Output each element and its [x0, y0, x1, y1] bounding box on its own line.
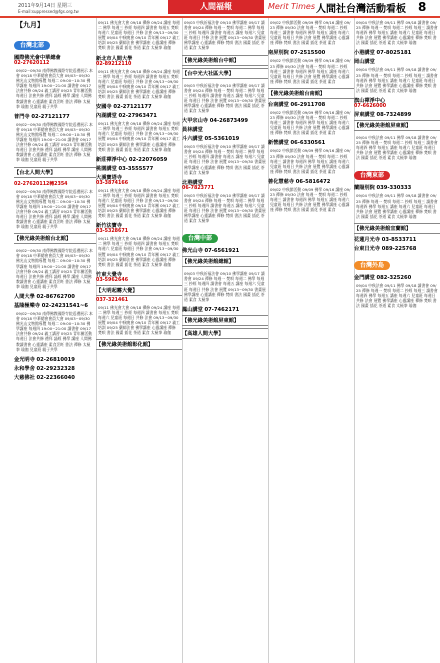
- venue-phone: 02-89212110: [96, 61, 132, 67]
- venue-title: 【佛光緣美術館台中館】: [182, 55, 268, 66]
- event-listing: 09/02 中秋節活動 09/09 佛學 09/16 講座 09/23 禪修 09/30 法會 每週一 梵唄 每週二 抄經 每週三 讀書會 每週四 佛學 每週五 講座 每週六 兒童班 每週日 共修 法會 展覽 佛學講座 心靈講座 禪修 梵唄 書法 國畫 插花 茶道 素食: [270, 148, 351, 174]
- newspaper-english-name: Merit Times: [268, 2, 316, 11]
- venue-title: 金光明寺 02-26810019: [14, 356, 75, 363]
- event-listing: 09/04 中秋法會 09/11 佛學 09/18 讀書會 09/25 禪修 每週一 梵唄 每週二 抄經 每週三 讀書會 每週四 佛學 每週五 講座 每週六 兒童班 每週日 共修 法會 展覽 佛學講座 心靈講座 禪修 梵唄 書法 國畫 插花 茶道 素食 太極拳 瑜伽: [356, 67, 438, 93]
- venue-title: 南屏別院 07-2515500: [268, 50, 326, 57]
- column-4: [268, 18, 355, 663]
- event-listing: 09/04 中秋法會 09/11 佛學 09/18 讀書會 09/25 禪修 每週一 梵唄 每週二 抄經 每週三 讀書會 每週四 佛學 每週五 講座 每週六 兒童班 每週日 共修 法會 展覽 佛學講座 心靈講座 禪修 梵唄 書法 國畫 插花 茶道 素食 太極拳 瑜伽: [356, 134, 438, 161]
- venue-title: 台東日光寺 089-225768: [354, 245, 417, 252]
- venue-title: 國際佛光會中華總會: [14, 55, 61, 61]
- column-5: [354, 18, 440, 663]
- venue-phone: 03-3874166: [96, 180, 129, 186]
- newspaper-logo: 人間福報: [168, 0, 264, 14]
- event-listing: 09/03 中秋祈福法會 09/10 佛學講座 09/17 讀書會 09/24 禪修 每週一 梵唄 每週二 佛學 每週三 抄經 每週四 讀書會 每週五 講座 每週六 兒童班 每週日 共修 法會 展覽 09/13~09/30 書畫展 佛學講座 心靈講座 禪修 梵唄 書法 國畫 插花 茶道 素食 太極拳: [184, 192, 266, 224]
- venue-title: 新莊禪淨中心 02-22076059: [96, 156, 168, 163]
- venue-phone: 03-5328671: [96, 229, 129, 235]
- venue-title: 小港講堂 07-8025181: [354, 50, 412, 57]
- event-listing: 09/02~09/30 南傳佛教國際寺院巡禮展示 本會 09/18 中華總會會員大會 09/03~09/30 佛光山文物館導覽 每週二 09:00~10:30 佛學講座 每週四 19:00~21:00 讀書會 09/17 法會共修 09/24 義工講習 09/25 青年團活動 每週日 法會共修 禮拜 誦經 佛學 講座 人間佛教讀書會 心靈講座 素食烹飪 書法 禪修 太極拳 瑜伽 兒童班 親子共學: [16, 68, 93, 109]
- venue-title: 員林講堂: [182, 127, 203, 134]
- venue-title: 【大明起霧大覺】: [96, 285, 182, 296]
- event-listing: 09/02 中秋節活動 09/09 佛學 09/16 講座 09/23 禪修 09/30 法會 每週一 梵唄 每週二 抄經 每週三 讀書會 每週四 佛學 每週五 講座 每週六 兒童班 每週日 共修 法會 展覽 佛學講座 心靈講座 禪修 梵唄 書法 國畫 插花 茶道 素食: [270, 58, 351, 84]
- venue-title: 【佛光緣美術館彰化館】: [96, 339, 182, 350]
- page-header: [0, 0, 440, 18]
- column-3: [182, 18, 269, 663]
- venue-title: 【佛光緣美術館屏東館】: [182, 315, 268, 326]
- venue-phone: 02-27620112轉2354: [14, 181, 68, 187]
- venue-phone: 07-6626000: [354, 103, 387, 109]
- venue-title: 台南講堂 06-2911708: [268, 101, 326, 108]
- venue-title: 【佛光緣美術館屏東館】: [354, 120, 440, 131]
- venue-title: 竹東大覺寺: [96, 271, 122, 278]
- venue-title: 新竹法寶寺: [96, 223, 122, 230]
- venue-title: 【高雄人間大學】: [182, 328, 268, 339]
- event-listing: 09/02 中秋節活動 09/09 佛學 09/16 講座 09/23 禪修 09/30 法會 每週一 梵唄 每週二 抄經 每週三 讀書會 每週四 佛學 每週五 講座 每週六 兒童班 每週日 共修 法會 展覽 佛學講座 心靈講座 禪修 梵唄 書法 國畫 插花 茶道 素食: [270, 109, 351, 136]
- venue-title: 北港講堂: [182, 179, 203, 186]
- page-number: 8: [418, 0, 427, 14]
- region-badge-east: 台灣東部: [354, 171, 390, 180]
- event-listing: 09/04 中秋法會 09/11 佛學 09/18 讀書會 09/25 禪修 每週一 梵唄 每週二 抄經 每週三 讀書會 每週四 佛學 每週五 講座 每週六 兒童班 每週日 共修 法會 展覽 佛學講座 心靈講座 禪修 梵唄 書法 國畫 插花 茶道 素食 太極拳 瑜伽: [356, 193, 438, 219]
- event-listing: 09/03 中秋祈福法會 09/10 佛學講座 09/17 讀書會 09/24 禪修 每週一 梵唄 每週二 佛學 每週三 抄經 每週四 讀書會 每週五 講座 每週六 兒童班 每週日 共修 法會 展覽 09/13~09/30 書畫展 佛學講座 心靈講座 禪修 梵唄 書法 國畫 插花 茶道 素食 太極拳: [184, 144, 266, 175]
- venue-title: 【佛光緣美術館台南館】: [268, 88, 354, 99]
- venue-phone: 02-27620112: [14, 61, 50, 66]
- column-1: [14, 18, 97, 663]
- venue-title: 基隆極樂寺 02-24231541~6: [14, 303, 88, 309]
- event-listing: 09/02 中秋節活動 09/09 佛學 09/16 講座 09/23 禪修 09/30 法會 每週一 梵唄 每週二 抄經 每週三 讀書會 每週四 佛學 每週五 講座 每週六 兒童班 每週日 共修 法會 展覽 佛學講座 心靈講座 禪修 梵唄 書法 國畫 插花 茶道 素食: [270, 186, 351, 213]
- venue-title: 善化慧慈寺 06-5816472: [268, 178, 331, 185]
- event-listing: 09/02~09/30 南傳佛教國際寺院巡禮展示 本會 09/18 中華總會會員大會 09/03~09/30 佛光山文物館導覽 每週二 09:00~10:30 佛學講座 每週四 19:00~21:00 讀書會 09/17 法會共修 09/24 義工講習 09/25 青年團活動 每週日 法會共修 禮拜 誦經 佛學 講座 人間佛教讀書會 心靈講座 素食烹飪 書法 禪修 太極拳 瑜伽 兒童班 親子共學: [16, 248, 93, 289]
- event-listing: 09/11 佛光會大會 09/18 禪修 09/24 講座 每週二 佛學 每週三 抄經 每週四 讀書會 每週五 梵唄 每週六 兒童班 每週日 共修 法會 09/13~09/30 展覽 09/04 中秋晚會 09/10 青年團 09/17 義工培訓 09/25 藥師法會 佛學講座 心靈講座 禪修 梵唄 書法 國畫 插花 茶道 素食 太極拳 瑜伽: [98, 187, 180, 219]
- venue-title: 人間大學 02-86762700: [14, 294, 75, 300]
- venue-phone: 037-321461: [96, 297, 129, 303]
- region-badge-north: 台灣北部: [14, 41, 50, 50]
- venue-phone: 06-7823771: [182, 185, 215, 191]
- venue-title: 佛光山寺 07-6561921: [182, 248, 240, 255]
- event-listing: 09/02~09/30 南傳佛教國際寺院巡禮展示 本會 09/18 中華總會會員大會 09/03~09/30 佛光山文物館導覽 每週二 09:00~10:30 佛學講座 每週四 19:00~21:00 讀書會 09/17 法會共修 09/24 義工講習 09/25 青年團活動 每週日 法會共修 禮拜 誦經 佛學 講座 人間佛教讀書會 心靈講座 素食烹飪 書法 禪修 太極拳 瑜伽 兒童班 親子共學: [16, 121, 93, 163]
- page-title: 人間社台灣活動看板: [316, 4, 406, 15]
- column-2: [96, 18, 183, 663]
- event-listing: 09/11 佛光會大會 09/18 禪修 09/24 講座 每週二 佛學 每週三 抄經 每週四 讀書會 每週五 梵唄 每週六 兒童班 每週日 共修 法會 09/13~09/30 展覽 09/04 中秋晚會 09/10 青年團 09/17 義工培訓 09/25 藥師法會 佛學講座 心靈講座 禪修 梵唄 書法 國畫 插花 茶道 素食 太極拳 瑜伽: [98, 20, 180, 51]
- event-listing: 09/11 佛光會大會 09/18 禪修 09/24 講座 每週二 佛學 每週三 抄經 每週四 讀書會 每週五 梵唄 每週六 兒童班 每週日 共修 法會 09/13~09/30 展覽 09/04 中秋晚會 09/10 青年團 09/17 義工培訓 09/25 藥師法會 佛學講座 心靈講座 禪修 梵唄 書法 國畫 插花 茶道 素食 太極拳 瑜伽: [98, 121, 180, 152]
- region-badge-central: 台灣中部: [182, 234, 218, 243]
- venue-title: 旗山禪淨中心: [354, 97, 386, 104]
- event-listing: 09/04 中秋法會 09/11 佛學 09/18 讀書會 09/25 禪修 每週一 梵唄 每週二 抄經 每週三 讀書會 每週四 佛學 每週五 講座 每週六 兒童班 每週日 共修 法會 展覽 佛學講座 心靈講座 禪修 梵唄 書法 國畫 插花 茶道 素食 太極拳 瑜伽: [356, 20, 438, 46]
- event-listing: 09/03 中秋祈福法會 09/10 佛學講座 09/17 讀書會 09/24 禪修 每週一 梵唄 每週二 佛學 每週三 抄經 每週四 讀書會 每週五 講座 每週六 兒童班 每週日 共修 法會 展覽 09/13~09/30 書畫展 佛學講座 心靈講座 禪修 梵唄 書法 國畫 插花 茶道 素食 太極拳: [184, 20, 266, 51]
- contact-email: E-mail:suppressed@fgs.org.tw: [18, 9, 79, 14]
- venue-title: 【佛光緣美術館台北館】: [14, 233, 96, 244]
- venue-title: 永和學舍 02-29232328: [14, 365, 75, 372]
- venue-title: 金門講堂 082-325260: [354, 274, 412, 281]
- region-badge-islands: 台灣外島: [354, 261, 390, 270]
- venue-title: 新營講堂 06-6330561: [268, 140, 326, 147]
- event-listing: 09/03 中秋祈福法會 09/10 佛學講座 09/17 讀書會 09/24 禪修 每週一 梵唄 每週二 佛學 每週三 抄經 每週四 讀書會 每週五 講座 每週六 兒童班 每週日 共修 法會 展覽 09/13~09/30 書畫展 佛學講座 心靈講座 禪修 梵唄 書法 國畫 插花 茶道 素食 太極拳: [184, 82, 266, 114]
- event-listing: 09/02~09/30 南傳佛教國際寺院巡禮展示 本會 09/18 中華總會會員大會 09/03~09/30 佛光山文物館導覽 每週二 09:00~10:30 佛學講座 每週四 19:00~21:00 讀書會 09/17 法會共修 09/24 義工講習 09/25 青年團活動 每週日 法會共修 禮拜 誦經 佛學 講座 人間佛教讀書會 心靈講座 素食烹飪 書法 禪修 太極拳 瑜伽 兒童班 親子共學: [16, 311, 93, 352]
- venue-title: 鳳山講堂 07-7462171: [182, 306, 240, 313]
- event-listing: 09/11 佛光會大會 09/18 禪修 09/24 講座 每週二 佛學 每週三 抄經 每週四 讀書會 每週五 梵唄 每週六 兒童班 每週日 共修 法會 09/13~09/30 展覽 09/04 中秋晚會 09/10 青年團 09/17 義工培訓 09/25 藥師法會 佛學講座 心靈講座 禪修 梵唄 書法 國畫 插花 茶道 素食 太極拳 瑜伽: [98, 236, 180, 267]
- venue-title: 【台北人間大學】: [14, 167, 96, 178]
- venue-title: 桃園講堂 03-3555577: [96, 165, 154, 172]
- venue-title: 岡山講堂: [354, 59, 375, 66]
- venue-title: 【台中光大社區大學】: [182, 68, 268, 79]
- event-listing: 09/11 佛光會大會 09/18 禪修 09/24 講座 每週二 佛學 每週三 抄經 每週四 讀書會 每週五 梵唄 每週六 兒童班 每週日 共修 法會 09/13~09/30 展覽 09/04 中秋晚會 09/10 青年團 09/17 義工培訓 09/25 藥師法會 佛學講座 心靈講座 禪修 梵唄 書法 國畫 插花 茶道 素食 太極拳 瑜伽: [98, 68, 180, 100]
- venue-title: 大甲宗山寺 04-26873499: [182, 118, 248, 125]
- venue-title: 內湖講堂 02-27963471: [96, 113, 157, 120]
- left-margin-strip: [0, 16, 14, 663]
- venue-title: 【佛光緣美術館宜蘭館】: [354, 223, 440, 234]
- venue-title: 普門寺 02-27121177: [14, 113, 70, 120]
- event-listing: 09/03 中秋祈福法會 09/10 佛學講座 09/17 讀書會 09/24 禪修 每週一 梵唄 每週二 佛學 每週三 抄經 每週四 讀書會 每週五 講座 每週六 兒童班 每週日 共修 法會 展覽 09/13~09/30 書畫展 佛學講座 心靈講座 禪修 梵唄 書法 國畫 插花 茶道 素食 太極拳: [184, 271, 266, 302]
- event-listing: 09/02 中秋節活動 09/09 佛學 09/16 講座 09/23 禪修 09/30 法會 每週一 梵唄 每週二 抄經 每週三 讀書會 每週四 佛學 每週五 講座 每週六 兒童班 每週日 共修 法會 展覽 佛學講座 心靈講座 禪修 梵唄 書法 國畫 插花 茶道 素食: [270, 20, 351, 46]
- venue-title: 大溪寶塔寺: [96, 174, 122, 181]
- month-heading: 【九月】: [16, 21, 44, 29]
- venue-title: 新北市人間大學: [96, 55, 133, 62]
- event-listing: 09/11 佛光會大會 09/18 禪修 09/24 講座 每週二 佛學 每週三 抄經 每週四 讀書會 每週五 梵唄 每週六 兒童班 每週日 共修 法會 09/13~09/30 展覽 09/04 中秋晚會 09/10 青年團 09/17 義工培訓 09/25 藥師法會 佛學講座 心靈講座 禪修 梵唄 書法 國畫 插花 茶道 素食 太極拳 瑜伽: [98, 304, 180, 336]
- venue-title: 大慈佛社 02-22366040: [14, 374, 75, 381]
- event-listing: 09/02~09/30 南傳佛教國際寺院巡禮展示 本會 09/18 中華總會會員大會 09/03~09/30 佛光山文物館導覽 每週二 09:00~10:30 佛學講座 每週四 19:00~21:00 讀書會 09/17 法會共修 09/24 義工講習 09/25 青年團活動 每週日 法會共修 禮拜 誦經 佛學 講座 人間佛教讀書會 心靈講座 素食烹飪 書法 禪修 太極拳 瑜伽 兒童班 親子共學: [16, 188, 93, 230]
- venue-title: 蘭陽別院 039-330333: [354, 185, 412, 192]
- venue-title: 花蓮月光寺 03-8533711: [354, 236, 417, 243]
- venue-title: 安國寺 02-27121177: [96, 104, 152, 111]
- venue-title: 屏東講堂 08-7324899: [354, 111, 412, 118]
- venue-title: 【佛光緣美術館總館】: [182, 256, 268, 267]
- event-listing: 09/04 中秋法會 09/11 佛學 09/18 讀書會 09/25 禪修 每週一 梵唄 每週二 抄經 每週三 讀書會 每週四 佛學 每週五 講座 每週六 兒童班 每週日 共修 法會 展覽 佛學講座 心靈講座 禪修 梵唄 書法 國畫 插花 茶道 素食 太極拳 瑜伽: [356, 282, 438, 309]
- venue-phone: 03-5962646: [96, 277, 129, 283]
- venue-title: 斗六講堂 05-5361019: [182, 136, 240, 143]
- issue-date: 2011年9月14日 星期三: [18, 3, 72, 9]
